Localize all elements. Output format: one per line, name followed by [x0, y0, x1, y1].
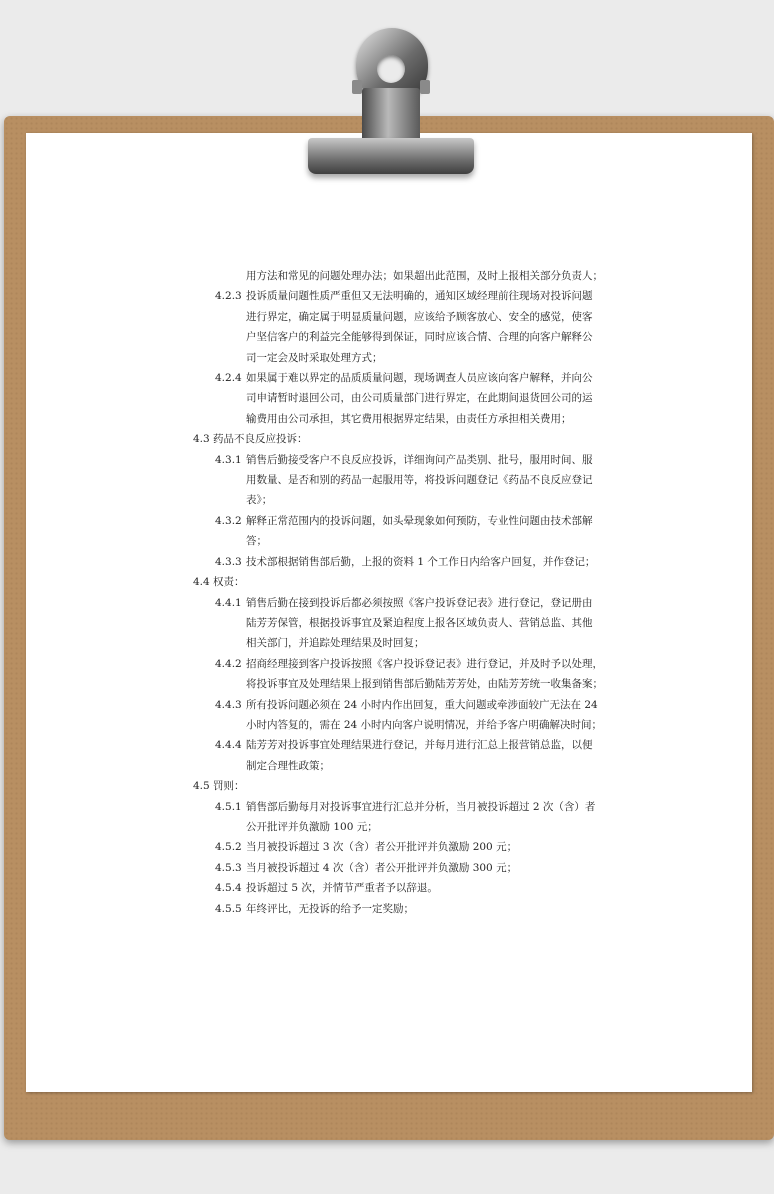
text-line: 答；	[246, 535, 267, 548]
clause-number: 4.3	[193, 433, 210, 446]
binder-clip-body	[362, 88, 420, 144]
text-line: 年终评比，无投诉的给予一定奖励；	[246, 902, 414, 915]
text-line: 所有投诉问题必须在 24 小时内作出回复，重大问题或牵涉面较广无法在 24	[246, 698, 598, 711]
clause-number: 4.3.2	[215, 514, 242, 527]
clause-number: 4.4	[193, 576, 210, 589]
clause-item	[193, 735, 613, 776]
text-line: 司一定会及时采取处理方式；	[246, 351, 383, 364]
binder-clip-hole	[377, 55, 405, 83]
section-heading	[193, 572, 613, 592]
clause-item	[193, 450, 613, 511]
clause-number: 4.5.5	[215, 902, 242, 915]
clause-number: 4.5.1	[215, 800, 242, 813]
clause-number: 4.4.2	[215, 657, 242, 670]
text-line: 当月被投诉超过 4 次（含）者公开批评并负激励 300 元；	[246, 861, 518, 874]
text-line: 投诉超过 5 次，并情节严重者予以辞退。	[246, 882, 438, 895]
text-line: 司申请暂时退回公司，由公司质量部门进行界定，在此期间退货回公司的运	[246, 392, 593, 405]
clause-item	[193, 878, 613, 898]
text-line: 表》；	[246, 494, 273, 507]
text-line: 户坚信客户的利益完全能够得到保证，同时应该合情、合理的向客户解释公	[246, 331, 593, 344]
clause-item	[193, 552, 613, 572]
text-line: 相关部门，并追踪处理结果及时回复；	[246, 637, 425, 650]
clause-number: 4.4.4	[215, 739, 242, 752]
clause-item	[193, 593, 613, 654]
document-body	[193, 266, 613, 919]
clause-item	[193, 695, 613, 736]
text-line: 输费用由公司承担，其它费用根据界定结果，由责任方承担相关费用；	[246, 412, 572, 425]
text-line: 销售后勤接受客户不良反应投诉，详细询问产品类别、批号，服用时间、服	[246, 453, 593, 466]
text-line: 进行界定，确定属于明显质量问题，应该给予顾客放心、安全的感觉，使客	[246, 310, 593, 323]
continued-text	[193, 266, 613, 286]
text-line: 药品不良反应投诉：	[213, 433, 308, 446]
clause-item	[193, 286, 613, 368]
text-line: 投诉质量问题性质严重但又无法明确的，通知区域经理前往现场对投诉问题	[246, 290, 593, 303]
text-line: 招商经理接到客户投诉按照《客户投诉登记表》进行登记，并及时予以处理，	[246, 657, 603, 670]
text-line: 小时内答复的，需在 24 小时内向客户说明情况，并给予客户明确解决时间；	[246, 718, 603, 731]
clause-number: 4.5.3	[215, 861, 242, 874]
text-line: 陆芳芳对投诉事宜处理结果进行登记，并每月进行汇总上报营销总监，以便	[246, 739, 593, 752]
clause-item	[193, 511, 613, 552]
text-line: 公开批评并负激励 100 元；	[246, 820, 378, 833]
clause-number: 4.4.1	[215, 596, 242, 609]
text-line: 如果属于难以界定的品质质量问题，现场调查人员应该向客户解释，并向公	[246, 372, 593, 385]
text-line: 当月被投诉超过 3 次（含）者公开批评并负激励 200 元；	[246, 841, 518, 854]
clause-item	[193, 797, 613, 838]
text-line: 将投诉事宜及处理结果上报到销售部后勤陆芳芳处，由陆芳芳统一收集备案；	[246, 678, 603, 691]
clause-item	[193, 899, 613, 919]
text-line: 权责：	[213, 576, 245, 589]
clause-number: 4.2.4	[215, 372, 242, 385]
text-line: 用方法和常见的问题处理办法；如果超出此范围，及时上报相关部分负责人；	[246, 270, 603, 282]
text-line: 解释正常范围内的投诉问题，如头晕现象如何预防，专业性问题由技术部解	[246, 514, 593, 527]
section-heading	[193, 776, 613, 796]
text-line: 制定合理性政策；	[246, 759, 330, 772]
text-line: 用数量、是否和别的药品一起服用等，将投诉问题登记《药品不良反应登记	[246, 474, 593, 487]
clause-number: 4.5.2	[215, 841, 242, 854]
clause-number: 4.5.4	[215, 882, 242, 895]
clause-item	[193, 858, 613, 878]
binder-clip-plate	[308, 138, 474, 174]
section-heading	[193, 429, 613, 449]
text-line: 销售后勤在接到投诉后都必须按照《客户投诉登记表》进行登记，登记册由	[246, 596, 593, 609]
clause-number: 4.5	[193, 780, 210, 793]
clause-number: 4.2.3	[215, 290, 242, 303]
binder-clip-tab	[352, 80, 362, 94]
clause-item	[193, 368, 613, 429]
clause-number: 4.3.3	[215, 555, 242, 568]
text-line: 陆芳芳保管，根据投诉事宜及紧迫程度上报各区域负责人、营销总监、其他	[246, 616, 593, 629]
text-line: 销售部后勤每月对投诉事宜进行汇总并分析，当月被投诉超过 2 次（含）者	[246, 800, 596, 813]
text-line: 技术部根据销售部后勤，上报的资料 1 个工作日内给客户回复，并作登记；	[246, 555, 596, 568]
clause-item	[193, 654, 613, 695]
clause-item	[193, 837, 613, 857]
clause-number: 4.4.3	[215, 698, 242, 711]
binder-clip-tab	[420, 80, 430, 94]
clause-number: 4.3.1	[215, 453, 242, 466]
text-line: 罚则：	[213, 780, 245, 793]
